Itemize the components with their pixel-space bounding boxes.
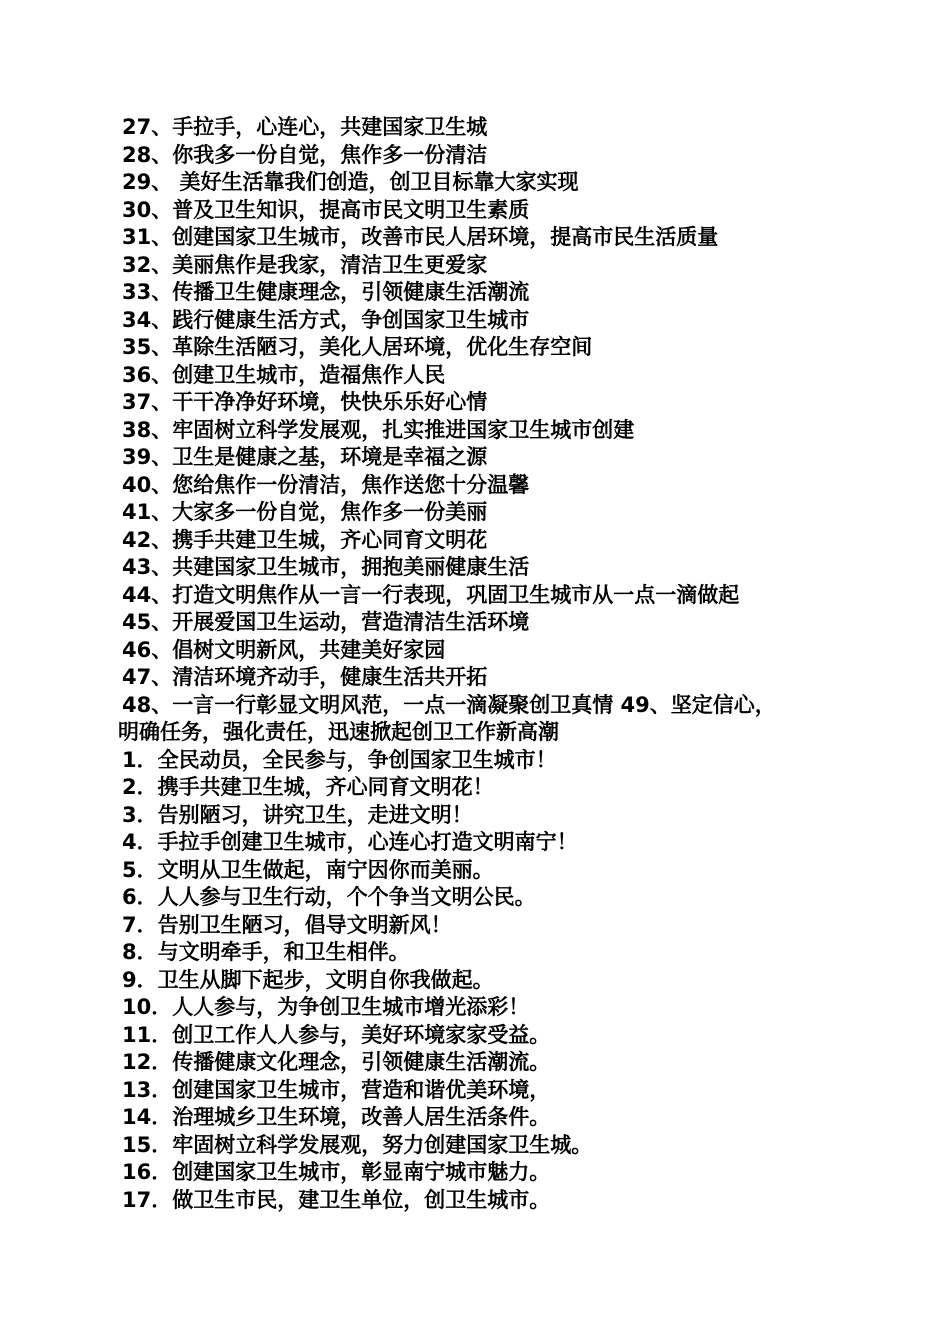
slogan-line: 33、传播卫生健康理念，引领健康生活潮流 (122, 280, 530, 304)
slogan-line: 1．全民动员，全民参与，争创国家卫生城市！ (122, 747, 557, 772)
slogan-line: 45、开展爱国卫生运动，营造清洁生活环境 (122, 610, 530, 634)
slogan-line: 35、革除生活陋习，美化人居环境，优化生存空间 (122, 335, 593, 359)
slogan-line: 10．人人参与，为争创卫生城市增光添彩！ (122, 995, 530, 1019)
slogan-line: 40、您给焦作一份清洁，焦作送您十分温馨 (122, 472, 530, 497)
slogan-line: 11．创卫工作人人参与，美好环境家家受益。 (122, 1022, 551, 1047)
slogan-line-continuation: 明确任务，强化责任，迅速掀起创卫工作新高潮 (118, 720, 559, 744)
slogan-line: 14．治理城乡卫生环境，改善人居生活条件。 (122, 1105, 551, 1129)
slogan-line: 16．创建国家卫生城市，彰显南宁城市魅力。 (122, 1160, 551, 1184)
slogan-line: 38、牢固树立科学发展观，扎实推进国家卫生城市创建 (122, 417, 635, 442)
slogan-line: 37、干干净净好环境，快快乐乐好心情 (122, 390, 488, 414)
slogan-line: 34、践行健康生活方式，争创国家卫生城市 (122, 307, 530, 332)
slogan-list (118, 114, 858, 1214)
slogan-line: 9．卫生从脚下起步，文明自你我做起。 (122, 967, 494, 992)
slogan-line: 36、创建卫生城市，造福焦作人民 (122, 362, 446, 387)
slogan-line: 6．人人参与卫生行动，个个争当文明公民。 (122, 885, 536, 909)
slogan-line: 48、一言一行彰显文明风范，一点一滴凝聚创卫真情 49、坚定信心， (122, 692, 776, 717)
slogan-line: 31、创建国家卫生城市，改善市民人居环境，提高市民生活质量 (122, 225, 719, 249)
slogan-line: 4．手拉手创建卫生城市，心连心打造文明南宁！ (122, 830, 578, 854)
slogan-line: 30、普及卫生知识，提高市民文明卫生素质 (122, 197, 530, 222)
slogan-line: 15．牢固树立科学发展观，努力创建国家卫生城。 (122, 1132, 593, 1157)
slogan-line: 41、大家多一份自觉，焦作多一份美丽 (122, 500, 488, 524)
slogan-line: 13．创建国家卫生城市，营造和谐优美环境， (122, 1077, 551, 1102)
slogan-line: 8．与文明牵手，和卫生相伴。 (122, 940, 410, 964)
slogan-line: 43、共建国家卫生城市，拥抱美丽健康生活 (122, 555, 530, 579)
slogan-line: 47、清洁环境齐动手，健康生活共开拓 (122, 665, 488, 689)
slogan-line: 17．做卫生市民，建卫生单位，创卫生城市。 (122, 1187, 551, 1212)
slogan-line: 44、打造文明焦作从一言一行表现，巩固卫生城市从一点一滴做起 (122, 582, 740, 607)
slogan-line: 28、你我多一份自觉，焦作多一份清洁 (122, 142, 488, 167)
slogan-line: 39、卫生是健康之基，环境是幸福之源 (122, 445, 488, 469)
slogan-line: 3．告别陋习，讲究卫生，走进文明！ (122, 802, 473, 827)
slogan-line: 32、美丽焦作是我家，清洁卫生更爱家 (122, 252, 488, 277)
slogan-line: 46、倡树文明新风，共建美好家园 (122, 637, 446, 662)
slogan-line: 5．文明从卫生做起，南宁因你而美丽。 (122, 857, 494, 882)
slogan-line: 42、携手共建卫生城，齐心同育文明花 (122, 527, 488, 552)
slogan-line: 2．携手共建卫生城，齐心同育文明花！ (122, 775, 494, 799)
slogan-line: 12．传播健康文化理念，引领健康生活潮流。 (122, 1050, 551, 1074)
slogan-line: 27、手拉手，心连心，共建国家卫生城 (122, 115, 488, 139)
slogan-line: 29、 美好生活靠我们创造，创卫目标靠大家实现 (122, 170, 579, 194)
slogan-line: 7．告别卫生陋习，倡导文明新风！ (122, 912, 452, 937)
